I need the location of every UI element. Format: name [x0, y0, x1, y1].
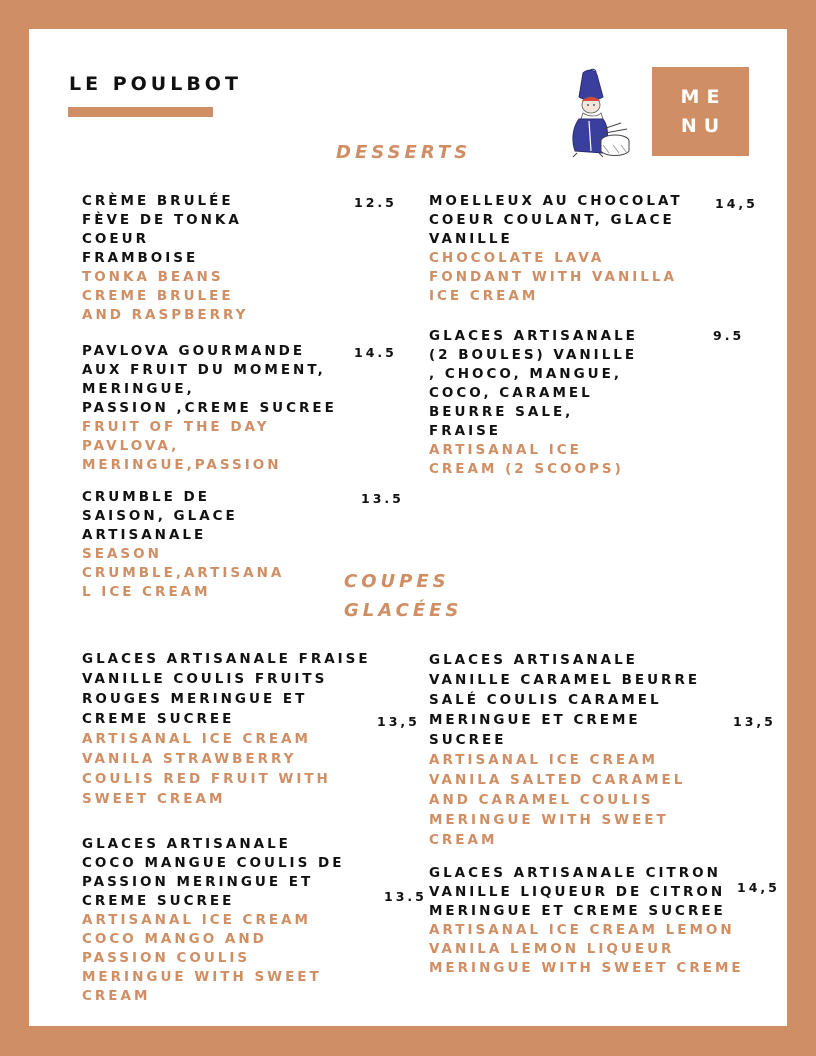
coupe-item-fraise — [82, 649, 392, 809]
item-name-fr: GLACES ARTISANALE VANILLE CARAMEL BEURRE SALÉ COULIS CARAMEL MERINGUE ET CREME SUCREE — [429, 652, 701, 748]
item-price: 13,5 — [377, 714, 420, 729]
item-price: 13,5 — [733, 714, 776, 729]
item-name-fr: MOELLEUX AU CHOCOLAT COEUR COULANT, GLACE VANILLE — [429, 193, 683, 247]
brand-underline-bar — [68, 107, 213, 117]
menu-label-box — [652, 67, 749, 156]
coupes-title-line1: COUPES — [344, 571, 450, 592]
item-name-fr: GLACES ARTISANALE COCO MANGUE COULIS DE PASSION MERINGUE ET CREME SUCREE — [82, 836, 345, 909]
item-name-en: ARTISANAL ICE CREAM (2 SCOOPS) — [429, 442, 624, 477]
item-price: 9.5 — [713, 328, 745, 343]
item-price: 13.5 — [384, 889, 427, 904]
item-name-en: ARTISANAL ICE CREAM VANILA STRAWBERRY COULIS RED FRUIT WITH SWEET CREAM — [82, 731, 331, 807]
menu-page — [29, 29, 787, 1026]
menu-label-line1: ME — [680, 85, 727, 108]
coupe-item-coco-mangue — [82, 835, 382, 1006]
item-name-fr: GLACES ARTISANALE (2 BOULES) VANILLE , CHOCO, MANGUE, COCO, CARAMEL BEURRE SALE, FRAISE — [429, 328, 638, 439]
item-price: 14.5 — [354, 345, 397, 360]
item-name-fr: CRUMBLE DE SAISON, GLACE ARTISANALE — [82, 489, 238, 543]
desserts-section-title: DESSERTS — [336, 142, 472, 163]
coupes-title-line2: GLACÉES — [344, 600, 463, 621]
item-name-fr: CRÈME BRULÉE FÈVE DE TONKA COEUR FRAMBOISE — [82, 193, 242, 266]
dessert-item-pavlova — [82, 342, 382, 475]
item-price: 14,5 — [715, 196, 758, 211]
item-name-en: FRUIT OF THE DAY PAVLOVA, MERINGUE,PASSION — [82, 419, 282, 473]
item-name-en: SEASON CRUMBLE,ARTISANA L ICE CREAM — [82, 546, 285, 600]
item-price: 13.5 — [361, 491, 404, 506]
item-name-fr: GLACES ARTISANALE FRAISE VANILLE COULIS FRUITS ROUGES MERINGUE ET CREME SUCREE — [82, 651, 371, 727]
item-price: 12.5 — [354, 195, 397, 210]
coupe-item-caramel — [429, 650, 739, 850]
restaurant-name: LE POULBOT — [69, 73, 242, 95]
menu-label-line2: NU — [680, 114, 727, 137]
item-name-fr: GLACES ARTISANALE CITRON VANILLE LIQUEUR DE CITRON MERINGUE ET CREME SUCREE — [429, 865, 726, 919]
poulbot-mascot-icon — [559, 67, 635, 159]
item-name-en: ARTISANAL ICE CREAM COCO MANGO AND PASSION COULIS MERINGUE WITH SWEET CREAM — [82, 912, 322, 1004]
dessert-item-moelleux — [429, 192, 719, 306]
coupes-section-title — [344, 567, 462, 625]
coupe-item-citron — [429, 864, 759, 978]
dessert-item-glaces — [429, 327, 689, 479]
dessert-item-creme-brulee — [82, 192, 352, 325]
item-name-en: TONKA BEANS CREME BRULEE AND RASPBERRY — [82, 269, 249, 323]
item-name-en: CHOCOLATE LAVA FONDANT WITH VANILLA ICE CREAM — [429, 250, 677, 304]
item-name-fr: PAVLOVA GOURMANDE AUX FRUIT DU MOMENT, MERINGUE, PASSION ,CREME SUCREE — [82, 343, 337, 416]
item-price: 14,5 — [737, 880, 780, 895]
item-name-en: ARTISANAL ICE CREAM LEMON VANILA LEMON LIQUEUR MERINGUE WITH SWEET CREME — [429, 922, 744, 976]
dessert-item-crumble — [82, 488, 342, 602]
item-name-en: ARTISANAL ICE CREAM VANILA SALTED CARAMEL AND CARAMEL COULIS MERINGUE WITH SWEET CREAM — [429, 752, 686, 848]
